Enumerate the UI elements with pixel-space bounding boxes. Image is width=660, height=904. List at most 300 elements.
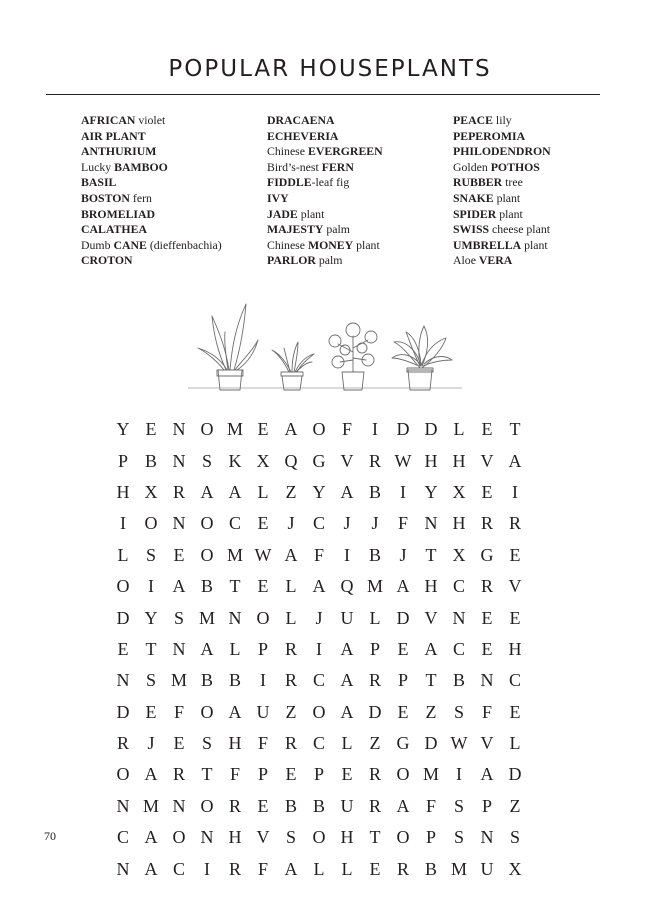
grid-letter[interactable]: H <box>424 450 438 471</box>
grid-letter[interactable]: P <box>369 638 380 659</box>
grid-letter[interactable]: H <box>452 513 466 534</box>
grid-letter[interactable]: X <box>452 544 466 565</box>
grid-letter[interactable]: I <box>120 513 126 534</box>
grid-letter[interactable]: O <box>200 544 214 565</box>
grid-letter[interactable]: U <box>480 858 494 879</box>
grid-letter[interactable]: J <box>399 544 407 565</box>
grid-letter[interactable]: T <box>369 827 381 848</box>
grid-letter[interactable]: F <box>313 544 324 565</box>
grid-letter[interactable]: O <box>312 701 326 722</box>
grid-letter[interactable]: B <box>200 576 213 597</box>
word-keyword: FIDDLE <box>267 175 312 190</box>
grid-letter[interactable]: N <box>116 670 130 691</box>
word-list-item <box>81 129 222 145</box>
grid-letter[interactable]: N <box>172 795 186 816</box>
word-keyword: ANTHURIUM <box>81 144 157 159</box>
grid-letter[interactable]: Z <box>369 733 381 754</box>
grid-letter[interactable]: D <box>424 733 438 754</box>
grid-letter[interactable]: N <box>228 607 242 628</box>
grid-letter[interactable]: A <box>340 638 354 659</box>
word-qualifier: Dumb <box>81 237 114 252</box>
word-list-item <box>267 238 383 254</box>
grid-letter[interactable]: G <box>480 544 494 565</box>
grid-letter[interactable]: E <box>481 607 493 628</box>
word-list-column-1 <box>81 113 222 269</box>
grid-letter[interactable]: R <box>172 764 185 785</box>
grid-letter[interactable]: D <box>116 607 130 628</box>
grid-letter[interactable]: I <box>456 764 462 785</box>
grid-letter[interactable]: U <box>340 607 354 628</box>
grid-letter[interactable]: U <box>256 701 270 722</box>
word-list-item <box>453 160 551 176</box>
grid-letter[interactable]: T <box>201 764 213 785</box>
grid-letter[interactable]: R <box>480 513 493 534</box>
grid-letter[interactable]: A <box>284 544 298 565</box>
grid-letter[interactable]: T <box>425 544 437 565</box>
grid-letter[interactable]: Y <box>312 481 326 502</box>
word-keyword: PHILODENDRON <box>453 144 551 159</box>
grid-letter[interactable]: A <box>228 701 242 722</box>
grid-letter[interactable]: R <box>284 638 297 659</box>
grid-letter[interactable]: I <box>148 576 154 597</box>
word-qualifier: plant <box>493 190 521 205</box>
grid-letter[interactable]: R <box>284 733 297 754</box>
word-keyword: PEACE <box>453 113 493 127</box>
word-qualifier: Golden <box>453 159 491 174</box>
word-list-item <box>267 144 383 160</box>
grid-letter[interactable]: A <box>424 638 438 659</box>
grid-letter[interactable]: Q <box>284 450 298 471</box>
title-divider <box>46 94 600 95</box>
grid-letter[interactable]: V <box>256 827 270 848</box>
word-keyword: CANE <box>113 237 147 252</box>
grid-letter[interactable]: C <box>228 513 241 534</box>
word-list-item <box>453 113 551 129</box>
grid-letter[interactable]: V <box>480 450 494 471</box>
word-qualifier: palm <box>315 253 343 268</box>
grid-letter[interactable]: C <box>116 827 129 848</box>
grid-letter[interactable]: D <box>424 419 438 440</box>
word-keyword: ECHEVERIA <box>267 128 339 143</box>
potted-plants-illustration <box>188 296 462 394</box>
grid-letter[interactable]: N <box>480 670 494 691</box>
grid-letter[interactable]: B <box>144 450 157 471</box>
grid-letter[interactable]: J <box>287 513 295 534</box>
grid-letter[interactable]: P <box>257 638 268 659</box>
grid-row <box>109 853 529 884</box>
grid-letter[interactable]: M <box>450 858 467 879</box>
grid-letter[interactable]: E <box>509 607 521 628</box>
grid-letter[interactable]: O <box>396 764 410 785</box>
grid-letter[interactable]: W <box>450 733 468 754</box>
grid-letter[interactable]: D <box>396 419 410 440</box>
grid-letter[interactable]: N <box>172 513 186 534</box>
grid-letter[interactable]: S <box>453 795 464 816</box>
grid-letter[interactable]: N <box>116 795 130 816</box>
grid-letter[interactable]: O <box>172 827 186 848</box>
grid-letter[interactable]: M <box>226 419 243 440</box>
word-list-column-2 <box>267 113 383 269</box>
word-list-item <box>81 222 222 238</box>
grid-letter[interactable]: X <box>144 481 158 502</box>
grid-letter[interactable]: J <box>315 607 323 628</box>
grid-letter[interactable]: J <box>147 733 155 754</box>
grid-letter[interactable]: A <box>200 481 214 502</box>
grid-letter[interactable]: P <box>313 764 324 785</box>
word-list-item <box>453 238 551 254</box>
word-keyword: AFRICAN <box>81 113 136 127</box>
grid-row <box>109 697 529 728</box>
leafy-plant-icon <box>392 326 452 390</box>
grid-letter[interactable]: S <box>509 827 520 848</box>
grid-letter[interactable]: C <box>312 670 325 691</box>
word-list-item <box>267 191 383 207</box>
grid-letter[interactable]: L <box>341 733 353 754</box>
word-list-item <box>267 113 383 129</box>
grid-letter[interactable]: L <box>369 607 381 628</box>
word-keyword: DRACAENA <box>267 113 335 127</box>
grid-letter[interactable]: E <box>257 419 269 440</box>
grid-letter[interactable]: S <box>201 733 212 754</box>
grid-letter[interactable]: E <box>117 638 129 659</box>
word-keyword: UMBRELLA <box>453 237 522 252</box>
grid-letter[interactable]: N <box>116 858 130 879</box>
word-list-item <box>453 175 551 191</box>
grid-letter[interactable]: A <box>172 576 186 597</box>
grid-letter[interactable]: S <box>201 450 212 471</box>
word-qualifier: violet <box>135 113 166 127</box>
grid-letter[interactable]: B <box>200 670 213 691</box>
grid-letter[interactable]: N <box>480 827 494 848</box>
grid-letter[interactable]: H <box>116 481 130 502</box>
grid-letter[interactable]: R <box>116 733 129 754</box>
grid-letter[interactable]: M <box>170 670 187 691</box>
grid-letter[interactable]: C <box>312 733 325 754</box>
grid-letter[interactable]: S <box>145 670 156 691</box>
grid-letter[interactable]: O <box>256 607 270 628</box>
grid-letter[interactable]: A <box>312 576 326 597</box>
word-keyword: POTHOS <box>490 159 540 174</box>
grid-letter[interactable]: B <box>228 670 241 691</box>
grid-letter[interactable]: O <box>144 513 158 534</box>
grid-letter[interactable]: Y <box>424 481 438 502</box>
grid-letter[interactable]: P <box>257 764 268 785</box>
grid-letter[interactable]: F <box>481 701 492 722</box>
word-list-item <box>81 238 222 254</box>
word-list-item <box>267 207 383 223</box>
grid-letter[interactable]: I <box>344 544 350 565</box>
grid-letter[interactable]: Z <box>425 701 437 722</box>
grid-letter[interactable]: A <box>200 638 214 659</box>
word-list-item <box>267 160 383 176</box>
grid-letter[interactable]: L <box>341 858 353 879</box>
grid-letter[interactable]: A <box>284 419 298 440</box>
grid-letter[interactable]: R <box>228 858 241 879</box>
grid-letter[interactable]: H <box>228 827 242 848</box>
grid-letter[interactable]: F <box>397 513 408 534</box>
grid-letter[interactable]: M <box>226 544 243 565</box>
grid-letter[interactable]: E <box>145 419 157 440</box>
grid-letter[interactable]: H <box>508 638 522 659</box>
word-keyword: VERA <box>478 253 513 268</box>
grid-letter[interactable]: A <box>340 481 354 502</box>
word-keyword: JADE <box>267 206 298 221</box>
grid-letter[interactable]: E <box>341 764 353 785</box>
grid-letter[interactable]: M <box>198 607 215 628</box>
grid-letter[interactable]: S <box>453 701 464 722</box>
grid-letter[interactable]: S <box>173 607 184 628</box>
grid-letter[interactable]: A <box>340 701 354 722</box>
grid-letter[interactable]: O <box>312 419 326 440</box>
grid-letter[interactable]: T <box>229 576 241 597</box>
grid-letter[interactable]: J <box>371 513 379 534</box>
page-title: POPULAR HOUSEPLANTS <box>168 56 492 82</box>
grid-letter[interactable]: F <box>173 701 184 722</box>
grid-letter[interactable]: L <box>285 576 297 597</box>
grid-letter[interactable]: R <box>368 450 381 471</box>
grid-letter[interactable]: O <box>312 827 326 848</box>
grid-letter[interactable]: O <box>116 764 130 785</box>
grid-letter[interactable]: H <box>424 576 438 597</box>
grid-letter[interactable]: S <box>285 827 296 848</box>
grid-letter[interactable]: R <box>228 795 241 816</box>
grid-letter[interactable]: F <box>425 795 436 816</box>
grid-letter[interactable]: D <box>508 764 522 785</box>
grid-letter[interactable]: M <box>142 795 159 816</box>
grid-letter[interactable]: O <box>200 513 214 534</box>
grid-letter[interactable]: O <box>200 419 214 440</box>
grid-letter[interactable]: Z <box>285 481 297 502</box>
grid-letter[interactable]: T <box>145 638 157 659</box>
grid-letter[interactable]: N <box>424 513 438 534</box>
grid-letter[interactable]: E <box>285 764 297 785</box>
grid-letter[interactable]: C <box>312 513 325 534</box>
grid-letter[interactable]: O <box>200 701 214 722</box>
word-qualifier: Bird’s-nest <box>267 159 322 174</box>
grid-letter[interactable]: E <box>397 701 409 722</box>
word-qualifier: -leaf fig <box>311 175 350 190</box>
grid-letter[interactable]: E <box>173 544 185 565</box>
word-qualifier: palm <box>323 222 350 237</box>
word-keyword: FERN <box>321 159 354 174</box>
grid-letter[interactable]: L <box>229 638 241 659</box>
grid-letter[interactable]: I <box>512 481 518 502</box>
grid-letter[interactable]: P <box>117 450 128 471</box>
word-keyword: BASIL <box>81 175 117 190</box>
grid-letter[interactable]: T <box>425 670 437 691</box>
grid-row <box>109 759 529 790</box>
grid-letter[interactable]: O <box>396 827 410 848</box>
grid-letter[interactable]: K <box>228 450 242 471</box>
grid-letter[interactable]: A <box>228 481 242 502</box>
grid-letter[interactable]: L <box>285 607 297 628</box>
grid-row <box>109 665 529 696</box>
grid-letter[interactable]: N <box>172 419 186 440</box>
grid-letter[interactable]: U <box>340 795 354 816</box>
grid-letter[interactable]: I <box>260 670 266 691</box>
grid-letter[interactable]: S <box>453 827 464 848</box>
grid-row <box>109 822 529 853</box>
grid-letter[interactable]: R <box>172 481 185 502</box>
grid-letter[interactable]: B <box>368 481 381 502</box>
grid-letter[interactable]: L <box>257 481 269 502</box>
word-keyword: SNAKE <box>453 190 494 205</box>
grid-letter[interactable]: N <box>452 607 466 628</box>
grid-letter[interactable]: E <box>509 701 521 722</box>
grid-letter[interactable]: E <box>173 733 185 754</box>
word-list-item <box>453 222 551 238</box>
grid-letter[interactable]: I <box>372 419 378 440</box>
grid-letter[interactable]: A <box>396 795 410 816</box>
grid-letter[interactable]: E <box>481 419 493 440</box>
grid-letter[interactable]: H <box>228 733 242 754</box>
grid-letter[interactable]: A <box>508 450 522 471</box>
grid-letter[interactable]: I <box>316 638 322 659</box>
word-list-item <box>81 175 222 191</box>
grid-letter[interactable]: C <box>508 670 521 691</box>
grid-letter[interactable]: G <box>396 733 410 754</box>
grid-letter[interactable]: V <box>424 607 438 628</box>
grid-row <box>109 634 529 665</box>
word-keyword: SPIDER <box>453 206 497 221</box>
grid-letter[interactable]: W <box>254 544 272 565</box>
grid-letter[interactable]: B <box>424 858 437 879</box>
grid-row <box>109 414 529 445</box>
grid-letter[interactable]: E <box>481 638 493 659</box>
grid-row <box>109 508 529 539</box>
word-list-item <box>453 144 551 160</box>
grid-letter[interactable]: I <box>400 481 406 502</box>
pilea-plant-icon <box>329 323 377 390</box>
grid-letter[interactable]: Z <box>285 701 297 722</box>
word-keyword: RUBBER <box>453 175 503 190</box>
grid-letter[interactable]: B <box>368 544 381 565</box>
snake-plant-icon <box>198 304 258 390</box>
grid-letter[interactable]: O <box>116 576 130 597</box>
grid-letter[interactable]: E <box>257 576 269 597</box>
grid-letter[interactable]: R <box>368 795 381 816</box>
grid-letter[interactable]: E <box>257 795 269 816</box>
word-keyword: CALATHEA <box>81 222 147 237</box>
grid-letter[interactable]: E <box>369 858 381 879</box>
grid-letter[interactable]: O <box>200 795 214 816</box>
grid-letter[interactable]: L <box>313 858 325 879</box>
word-qualifier: Aloe <box>453 253 479 268</box>
grid-letter[interactable]: A <box>396 576 410 597</box>
word-list-item <box>453 129 551 145</box>
grid-letter[interactable]: R <box>508 513 521 534</box>
grid-letter[interactable]: H <box>340 827 354 848</box>
word-list-item <box>81 160 222 176</box>
grid-letter[interactable]: P <box>481 795 492 816</box>
grid-letter[interactable]: A <box>144 764 158 785</box>
grid-letter[interactable]: F <box>229 764 240 785</box>
grid-letter[interactable]: D <box>396 607 410 628</box>
word-list-item <box>81 191 222 207</box>
grid-letter[interactable]: J <box>343 513 351 534</box>
word-qualifier: plant <box>353 237 380 252</box>
word-qualifier: (dieffenbachia) <box>146 237 222 252</box>
grid-letter[interactable]: R <box>284 670 297 691</box>
grid-letter[interactable]: A <box>144 827 158 848</box>
page-number: 70 <box>44 829 56 843</box>
grid-letter[interactable]: N <box>172 450 186 471</box>
grid-letter[interactable]: X <box>508 858 522 879</box>
word-list-item <box>267 129 383 145</box>
word-list-item <box>453 207 551 223</box>
grid-letter[interactable]: W <box>394 450 412 471</box>
grid-letter[interactable]: E <box>257 513 269 534</box>
grid-letter[interactable]: Z <box>509 795 521 816</box>
grid-letter[interactable]: D <box>116 701 130 722</box>
grid-letter[interactable]: R <box>396 858 409 879</box>
grid-letter[interactable]: R <box>368 764 381 785</box>
grid-letter[interactable]: Y <box>144 607 158 628</box>
grid-letter[interactable]: A <box>144 858 158 879</box>
grid-letter[interactable]: F <box>257 733 268 754</box>
grid-letter[interactable]: L <box>509 733 521 754</box>
word-keyword: IVY <box>267 190 289 205</box>
grid-letter[interactable]: P <box>425 827 436 848</box>
grid-letter[interactable]: X <box>256 450 270 471</box>
grid-letter[interactable]: N <box>172 638 186 659</box>
grid-row <box>109 445 529 476</box>
word-list-item <box>453 253 551 269</box>
grid-letter[interactable]: G <box>312 450 326 471</box>
grid-letter[interactable]: A <box>284 858 298 879</box>
grid-row <box>109 477 529 508</box>
grid-letter[interactable]: A <box>340 670 354 691</box>
grid-letter[interactable]: C <box>452 638 465 659</box>
grid-letter[interactable]: X <box>452 481 466 502</box>
grid-letter[interactable]: R <box>368 670 381 691</box>
grid-letter[interactable]: S <box>145 544 156 565</box>
grid-letter[interactable]: R <box>480 576 493 597</box>
grid-letter[interactable]: B <box>284 795 297 816</box>
grid-letter[interactable]: E <box>481 481 493 502</box>
grid-letter[interactable]: I <box>204 858 210 879</box>
grid-letter[interactable]: V <box>480 733 494 754</box>
grid-letter[interactable]: N <box>200 827 214 848</box>
grid-letter[interactable]: F <box>257 858 268 879</box>
grid-letter[interactable]: P <box>397 670 408 691</box>
grid-letter[interactable]: Q <box>340 576 354 597</box>
grid-letter[interactable]: V <box>508 576 522 597</box>
grid-letter[interactable]: L <box>453 419 465 440</box>
word-list-column-3 <box>453 113 551 269</box>
grid-letter[interactable]: M <box>422 764 439 785</box>
grid-letter[interactable]: B <box>312 795 325 816</box>
grid-letter[interactable]: L <box>117 544 129 565</box>
grid-letter[interactable]: E <box>509 544 521 565</box>
grid-letter[interactable]: T <box>509 419 521 440</box>
word-list-item <box>81 144 222 160</box>
grid-row <box>109 791 529 822</box>
grid-letter[interactable]: M <box>366 576 383 597</box>
grid-letter[interactable]: C <box>452 576 465 597</box>
grid-letter[interactable]: D <box>368 701 382 722</box>
grid-letter[interactable]: C <box>172 858 185 879</box>
grid-letter[interactable]: Y <box>116 419 130 440</box>
grid-letter[interactable]: E <box>145 701 157 722</box>
word-list-item <box>81 113 222 129</box>
grid-letter[interactable]: B <box>452 670 465 691</box>
grid-letter[interactable]: E <box>397 638 409 659</box>
grid-letter[interactable]: F <box>341 419 352 440</box>
grid-letter[interactable]: H <box>452 450 466 471</box>
grid-letter[interactable]: A <box>480 764 494 785</box>
grid-letter[interactable]: V <box>340 450 354 471</box>
